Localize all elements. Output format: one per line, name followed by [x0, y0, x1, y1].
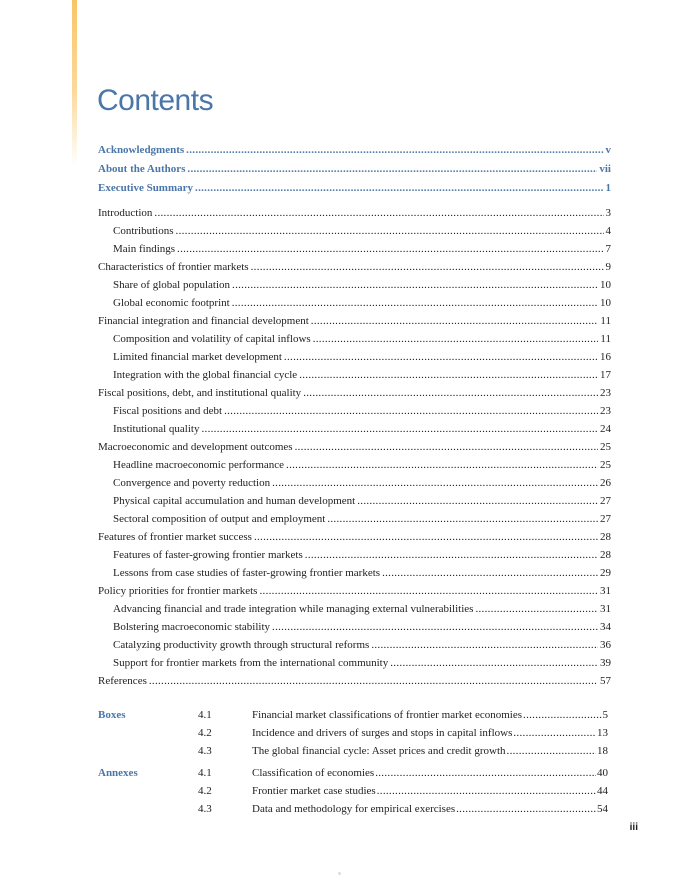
toc-entry-page: vii: [599, 163, 611, 175]
toc-entry-page: 39: [600, 657, 611, 669]
box-number: 4.1: [198, 709, 212, 721]
toc-entry-label: Fiscal positions and debt: [113, 405, 223, 417]
toc-entry[interactable]: [113, 564, 611, 582]
toc-entry[interactable]: [113, 546, 611, 564]
box-number: 4.3: [198, 745, 212, 757]
toc-entry-page: 25: [600, 441, 611, 453]
toc-entry-label: Lessons from case studies of faster-growing frontier markets: [113, 567, 381, 579]
toc-entry-label: Policy priorities for frontier markets: [98, 585, 258, 597]
dot-leader: [195, 179, 603, 197]
dot-leader: [327, 510, 598, 528]
dot-leader: [232, 276, 598, 294]
dot-leader: [224, 402, 598, 420]
toc-entry[interactable]: [113, 474, 611, 492]
box-entry-page: 18: [597, 745, 608, 757]
dot-leader: [272, 618, 598, 636]
toc-entry-page: 24: [600, 423, 611, 435]
annex-entry[interactable]: [252, 764, 608, 782]
toc-entry-page: 29: [600, 567, 611, 579]
annexes-section-label: Annexes: [98, 767, 138, 779]
dot-leader: [232, 294, 598, 312]
toc-entry[interactable]: [98, 438, 611, 456]
toc-entry-page: 1: [605, 182, 611, 194]
box-entry[interactable]: [252, 742, 608, 760]
annex-entry[interactable]: [252, 800, 608, 818]
dot-leader: [272, 474, 598, 492]
dot-leader: [313, 330, 599, 348]
toc-entry-page: 9: [605, 261, 611, 273]
annex-entry-label: Data and methodology for empirical exercises: [252, 803, 456, 815]
toc-entry-page: 23: [600, 387, 611, 399]
annex-entry-label: Classification of economies: [252, 767, 375, 779]
toc-entry[interactable]: [113, 510, 611, 528]
toc-entry-page: 28: [600, 549, 611, 561]
box-number: 4.2: [198, 727, 212, 739]
toc-entry-page: 11: [600, 333, 611, 345]
annex-entry[interactable]: [252, 782, 608, 800]
toc-entry-label: Bolstering macroeconomic stability: [113, 621, 271, 633]
toc-entry-label: Share of global population: [113, 279, 231, 291]
toc-entry-page: 31: [600, 585, 611, 597]
toc-entry-page: 28: [600, 531, 611, 543]
annex-entry-label: Frontier market case studies: [252, 785, 376, 797]
decorative-side-bar: [72, 0, 77, 165]
toc-entry-executive-summary[interactable]: [98, 179, 611, 197]
dot-leader: [475, 600, 598, 618]
box-entry-label: Financial market classifications of frontier market economies: [252, 709, 523, 721]
toc-entry[interactable]: [113, 402, 611, 420]
toc-entry[interactable]: [113, 294, 611, 312]
dot-leader: [513, 724, 596, 742]
dot-leader: [177, 240, 603, 258]
toc-entry-label: References: [98, 675, 147, 687]
dot-leader: [382, 564, 598, 582]
toc-entry-page: 16: [600, 351, 611, 363]
dot-leader: [311, 312, 599, 330]
toc-entry-label: About the Authors: [98, 163, 186, 175]
annex-number: 4.1: [198, 767, 212, 779]
dot-leader: [149, 672, 598, 690]
toc-entry-label: Features of frontier market success: [98, 531, 252, 543]
toc-entry-label: Characteristics of frontier markets: [98, 261, 249, 273]
box-entry-page: 5: [602, 709, 608, 721]
toc-entry[interactable]: [98, 258, 611, 276]
toc-entry[interactable]: [113, 618, 611, 636]
toc-entry-label: Main findings: [113, 243, 176, 255]
toc-entry[interactable]: [113, 636, 611, 654]
toc-entry-page: 3: [605, 207, 611, 219]
toc-entry-acknowledgments[interactable]: [98, 141, 611, 159]
box-entry-page: 13: [597, 727, 608, 739]
toc-entry[interactable]: [113, 654, 611, 672]
dot-leader: [456, 800, 596, 818]
toc-entry-label: Fiscal positions, debt, and institutional quality: [98, 387, 302, 399]
annex-number: 4.2: [198, 785, 212, 797]
toc-entry[interactable]: [98, 582, 611, 600]
dot-leader: [371, 636, 598, 654]
toc-entry[interactable]: [98, 528, 611, 546]
toc-entry-page: 27: [600, 495, 611, 507]
dot-leader: [154, 204, 603, 222]
box-entry[interactable]: [252, 724, 608, 742]
toc-entry[interactable]: [113, 492, 611, 510]
dot-leader: [201, 420, 598, 438]
toc-entry-page: 57: [600, 675, 611, 687]
box-entry[interactable]: [252, 706, 608, 724]
toc-entry-label: Integration with the global financial cycle: [113, 369, 298, 381]
toc-entry-label: Sectoral composition of output and employment: [113, 513, 326, 525]
toc-entry-page: 11: [600, 315, 611, 327]
dot-leader: [305, 546, 598, 564]
box-entry-label: The global financial cycle: Asset prices and credit growth: [252, 745, 506, 757]
toc-entry[interactable]: [113, 276, 611, 294]
dot-leader: [251, 258, 604, 276]
toc-entry[interactable]: [113, 420, 611, 438]
dot-leader: [507, 742, 596, 760]
toc-entry-page: 10: [600, 297, 611, 309]
dot-leader: [390, 654, 598, 672]
dot-leader: [286, 456, 598, 474]
toc-entry-label: Features of faster-growing frontier markets: [113, 549, 303, 561]
page-number: iii: [629, 822, 638, 833]
dot-leader: [523, 706, 601, 724]
dot-leader: [299, 366, 598, 384]
toc-entry-page: v: [605, 144, 611, 156]
toc-entry[interactable]: [113, 222, 611, 240]
dot-leader: [377, 782, 596, 800]
dot-leader: [176, 222, 604, 240]
toc-entry-label: Catalyzing productivity growth through structural reforms: [113, 639, 370, 651]
toc-entry-page: 27: [600, 513, 611, 525]
toc-entry[interactable]: [113, 456, 611, 474]
toc-entry-label: Physical capital accumulation and human development: [113, 495, 356, 507]
toc-entry-label: Advancing financial and trade integration while managing external vulnerabilities: [113, 603, 474, 615]
toc-entry-label: Headline macroeconomic performance: [113, 459, 285, 471]
dot-leader: [357, 492, 598, 510]
toc-entry-label: Financial integration and financial development: [98, 315, 309, 327]
toc-entry-page: 25: [600, 459, 611, 471]
annex-entry-page: 40: [597, 767, 608, 779]
toc-entry-page: 7: [605, 243, 611, 255]
toc-entry[interactable]: [98, 672, 611, 690]
page-title: Contents: [97, 84, 214, 117]
toc-entry-label: Institutional quality: [113, 423, 200, 435]
toc-entry-label: Introduction: [98, 207, 153, 219]
toc-entry-label: Support for frontier markets from the international community: [113, 657, 389, 669]
footer-mark: [338, 872, 341, 875]
annex-number: 4.3: [198, 803, 212, 815]
toc-entry-label: Limited financial market development: [113, 351, 282, 363]
toc-entry-page: 17: [600, 369, 611, 381]
dot-leader: [254, 528, 598, 546]
annex-entry-page: 44: [597, 785, 608, 797]
toc-entry[interactable]: [113, 330, 611, 348]
dot-leader: [187, 160, 597, 178]
dot-leader: [284, 348, 598, 366]
toc-entry-label: Convergence and poverty reduction: [113, 477, 271, 489]
toc-entry-page: 26: [600, 477, 611, 489]
toc-entry-about-the-authors[interactable]: [98, 160, 611, 178]
toc-entry[interactable]: [98, 312, 611, 330]
toc-entry-label: Composition and volatility of capital inflows: [113, 333, 311, 345]
toc-entry-label: Acknowledgments: [98, 144, 185, 156]
toc-entry[interactable]: [113, 240, 611, 258]
dot-leader: [295, 438, 598, 456]
toc-entry-label: Contributions: [113, 225, 174, 237]
toc-entry-page: 4: [605, 225, 611, 237]
boxes-section-label: Boxes: [98, 709, 126, 721]
dot-leader: [186, 141, 603, 159]
toc-entry-page: 36: [600, 639, 611, 651]
dot-leader: [259, 582, 598, 600]
toc-entry[interactable]: [98, 204, 611, 222]
toc-entry-label: Executive Summary: [98, 182, 194, 194]
dot-leader: [303, 384, 598, 402]
annex-entry-page: 54: [597, 803, 608, 815]
toc-entry[interactable]: [98, 384, 611, 402]
toc-entry-label: Macroeconomic and development outcomes: [98, 441, 293, 453]
toc-entry[interactable]: [113, 348, 611, 366]
box-entry-label: Incidence and drivers of surges and stops in capital inflows: [252, 727, 513, 739]
toc-entry[interactable]: [113, 366, 611, 384]
toc-entry-page: 31: [600, 603, 611, 615]
toc-entry-page: 34: [600, 621, 611, 633]
toc-entry-page: 10: [600, 279, 611, 291]
dot-leader: [375, 764, 596, 782]
toc-entry-page: 23: [600, 405, 611, 417]
toc-entry[interactable]: [113, 600, 611, 618]
toc-entry-label: Global economic footprint: [113, 297, 230, 309]
